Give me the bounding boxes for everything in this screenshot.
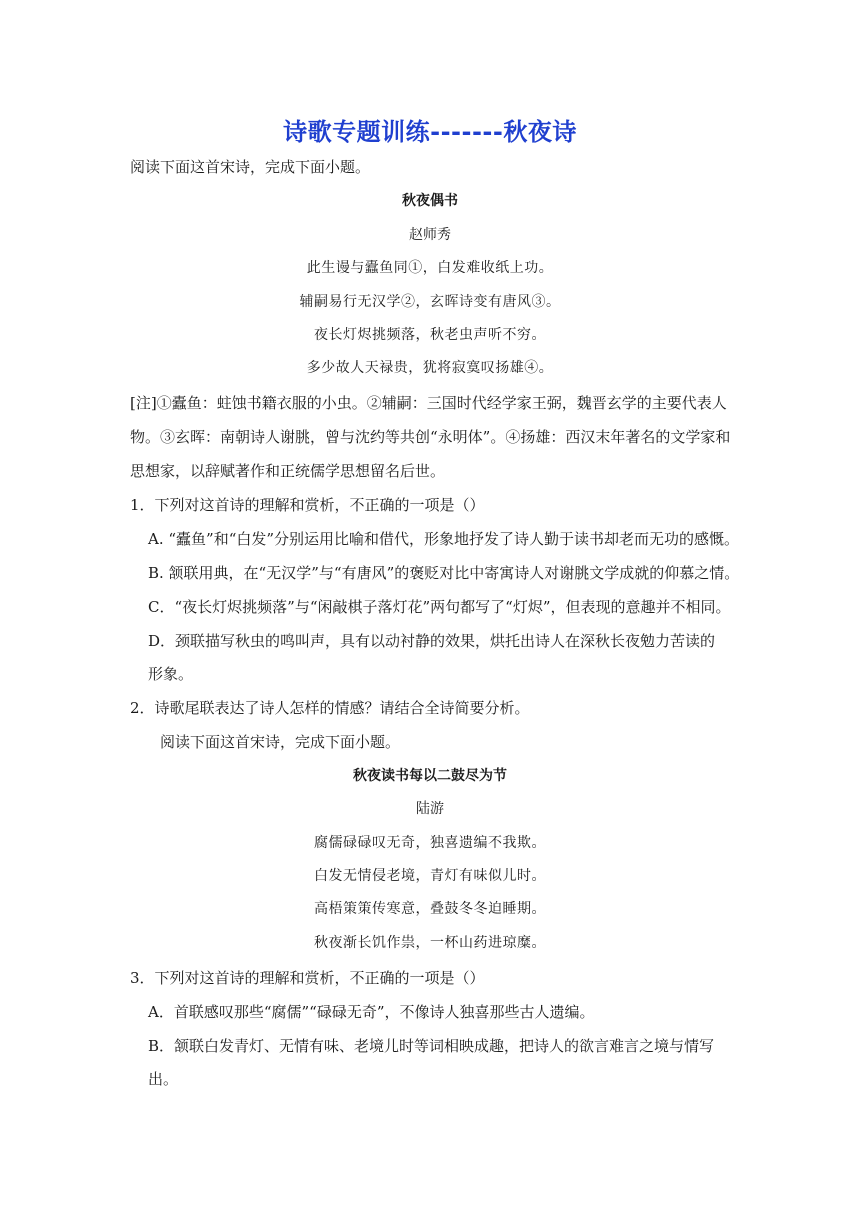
annotation-line: [注]①蠹鱼：蛀蚀书籍衣服的小虫。②辅嗣：三国时代经学家王弼，魏晋玄学的主要代表人: [130, 394, 727, 412]
question-3-option-a: A．首联感叹那些“腐儒”“碌碌无奇”，不像诗人独喜那些古人遗编。: [148, 1003, 595, 1021]
poem-title: 秋夜偶书: [402, 193, 458, 209]
poem-line: 辅嗣易行无汉学②，玄晖诗变有唐风③。: [299, 294, 561, 310]
question-1-stem: 1．下列对这首诗的理解和赏析，不正确的一项是（）: [130, 496, 485, 514]
poem-line: 多少故人天禄贵，犹将寂寞叹扬雄④。: [306, 360, 554, 376]
poem-line: 秋夜渐长饥作祟，一杯山药进琼糜。: [314, 935, 546, 951]
question-3-stem: 3．下列对这首诗的理解和赏析，不正确的一项是（）: [130, 969, 485, 987]
poem-author: 赵师秀: [409, 227, 451, 243]
question-1-option-d: D．颈联描写秋虫的鸣叫声，具有以动衬静的效果，烘托出诗人在深秋长夜勉力苦读的: [148, 632, 716, 650]
poem-line: 夜长灯烬挑频落，秋老虫声听不穷。: [314, 327, 546, 343]
poem-author: 陆游: [416, 801, 444, 817]
page-title: 诗歌专题训练-------秋夜诗: [283, 118, 577, 146]
poem-line: 白发无情侵老境，青灯有味似儿时。: [314, 868, 546, 884]
question-2-stem: 2．诗歌尾联表达了诗人怎样的情感？请结合全诗简要分析。: [130, 699, 530, 717]
question-3-option-b-cont: 出。: [148, 1070, 179, 1088]
intro-text: 阅读下面这首宋诗，完成下面小题。: [130, 158, 371, 176]
question-1-option-d-cont: 形象。: [148, 665, 194, 683]
poem-line: 此生谩与蠹鱼同①，白发难收纸上功。: [306, 260, 554, 276]
question-1-option-a: A. “蠹鱼”和“白发”分别运用比喻和借代，形象地抒发了诗人勤于读书却老而无功的感慨。: [148, 530, 740, 548]
annotation-line: 物。③玄晖：南朝诗人谢朓，曾与沈约等共创“永明体”。④扬雄：西汉末年著名的文学家和: [130, 428, 731, 446]
poem-title: 秋夜读书每以二鼓尽为节: [353, 768, 507, 784]
question-1-option-c: C．“夜长灯烬挑频落”与“闲敲棋子落灯花”两句都写了“灯烬”，但表现的意趣并不相同。: [148, 598, 731, 616]
poem-line: 腐儒碌碌叹无奇，独喜遗编不我欺。: [314, 835, 546, 851]
question-1-option-b: B. 颔联用典，在“无汉学”与“有唐风”的褒贬对比中寄寓诗人对谢朓文学成就的仰慕之情。: [148, 564, 740, 582]
annotation-line: 思想家，以辞赋著作和正统儒学思想留名后世。: [130, 462, 446, 480]
intro-text-2: 阅读下面这首宋诗，完成下面小题。: [160, 733, 401, 751]
question-3-option-b: B．颔联白发青灯、无情有味、老境儿时等词相映成趣，把诗人的欲言难言之境与情写: [148, 1037, 715, 1055]
poem-line: 高梧策策传寒意，叠鼓冬冬迫睡期。: [314, 901, 546, 917]
